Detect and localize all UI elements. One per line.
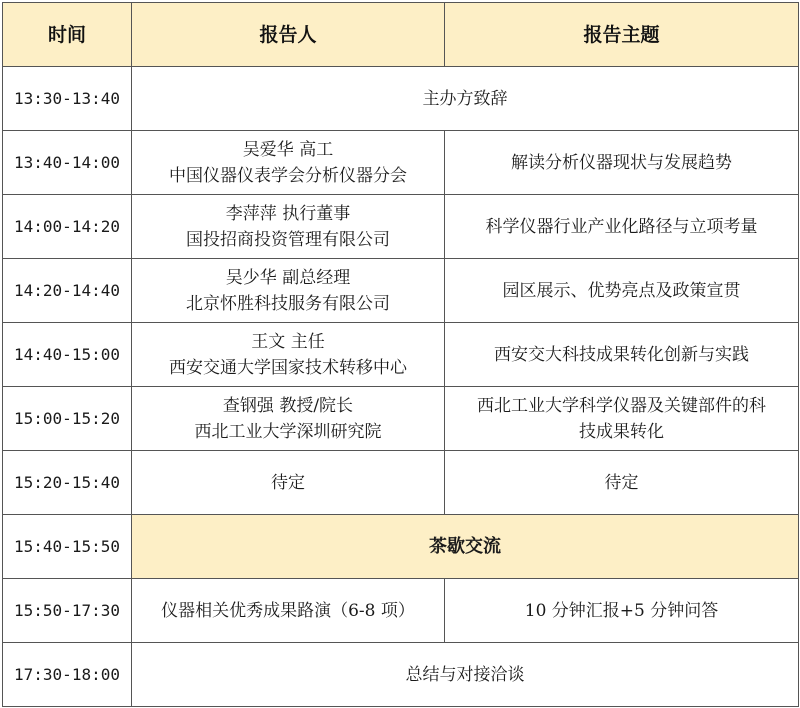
speaker-cell: 待定 <box>132 451 445 515</box>
time-cell: 17:30-18:00 <box>3 643 132 707</box>
break-cell: 茶歇交流 <box>132 515 799 579</box>
table-row <box>3 259 799 323</box>
table-row <box>3 387 799 451</box>
table-row <box>3 323 799 387</box>
speaker-name: 王文 主任 <box>251 331 325 352</box>
topic-cell: 西安交大科技成果转化创新与实践 <box>445 323 799 387</box>
table-row <box>3 643 799 707</box>
speaker-org: 西安交通大学国家技术转移中心 <box>169 357 407 378</box>
table-row <box>3 195 799 259</box>
time-cell: 14:00-14:20 <box>3 195 132 259</box>
speaker-cell <box>132 195 445 259</box>
time-cell: 15:40-15:50 <box>3 515 132 579</box>
speaker-org: 西北工业大学深圳研究院 <box>194 421 382 442</box>
speaker-name: 李萍萍 执行董事 <box>225 203 351 224</box>
table-row <box>3 67 799 131</box>
agenda-table <box>2 2 799 707</box>
topic-cell <box>445 387 799 451</box>
speaker-name: 吴爱华 高工 <box>242 139 334 160</box>
speaker-cell: 仪器相关优秀成果路演（6-8 项） <box>132 579 445 643</box>
speaker-cell <box>132 259 445 323</box>
time-cell: 14:40-15:00 <box>3 323 132 387</box>
time-cell: 13:30-13:40 <box>3 67 132 131</box>
time-cell: 13:40-14:00 <box>3 131 132 195</box>
topic-cell: 待定 <box>445 451 799 515</box>
time-cell: 14:20-14:40 <box>3 259 132 323</box>
header-speaker: 报告人 <box>132 3 445 67</box>
header-time: 时间 <box>3 3 132 67</box>
topic-cell: 解读分析仪器现状与发展趋势 <box>445 131 799 195</box>
speaker-cell <box>132 131 445 195</box>
merged-cell: 总结与对接洽谈 <box>132 643 799 707</box>
header-topic: 报告主题 <box>445 3 799 67</box>
table-row <box>3 579 799 643</box>
topic-cell: 10 分钟汇报+5 分钟问答 <box>445 579 799 643</box>
time-cell: 15:00-15:20 <box>3 387 132 451</box>
speaker-name: 吴少华 副总经理 <box>225 267 351 288</box>
topic-cell: 科学仪器行业产业化路径与立项考量 <box>445 195 799 259</box>
speaker-cell <box>132 387 445 451</box>
table-row <box>3 451 799 515</box>
time-cell: 15:20-15:40 <box>3 451 132 515</box>
topic-line: 西北工业大学科学仪器及关键部件的科 <box>477 395 766 416</box>
time-cell: 15:50-17:30 <box>3 579 132 643</box>
header-row <box>3 3 799 67</box>
table-row <box>3 131 799 195</box>
speaker-org: 国投招商投资管理有限公司 <box>186 229 390 250</box>
speaker-org: 中国仪器仪表学会分析仪器分会 <box>169 165 407 186</box>
table-row <box>3 515 799 579</box>
topic-line: 技成果转化 <box>579 421 664 442</box>
topic-cell: 园区展示、优势亮点及政策宣贯 <box>445 259 799 323</box>
merged-cell: 主办方致辞 <box>132 67 799 131</box>
speaker-org: 北京怀胜科技服务有限公司 <box>186 293 390 314</box>
speaker-name: 查钢强 教授/院长 <box>222 395 354 416</box>
speaker-cell <box>132 323 445 387</box>
